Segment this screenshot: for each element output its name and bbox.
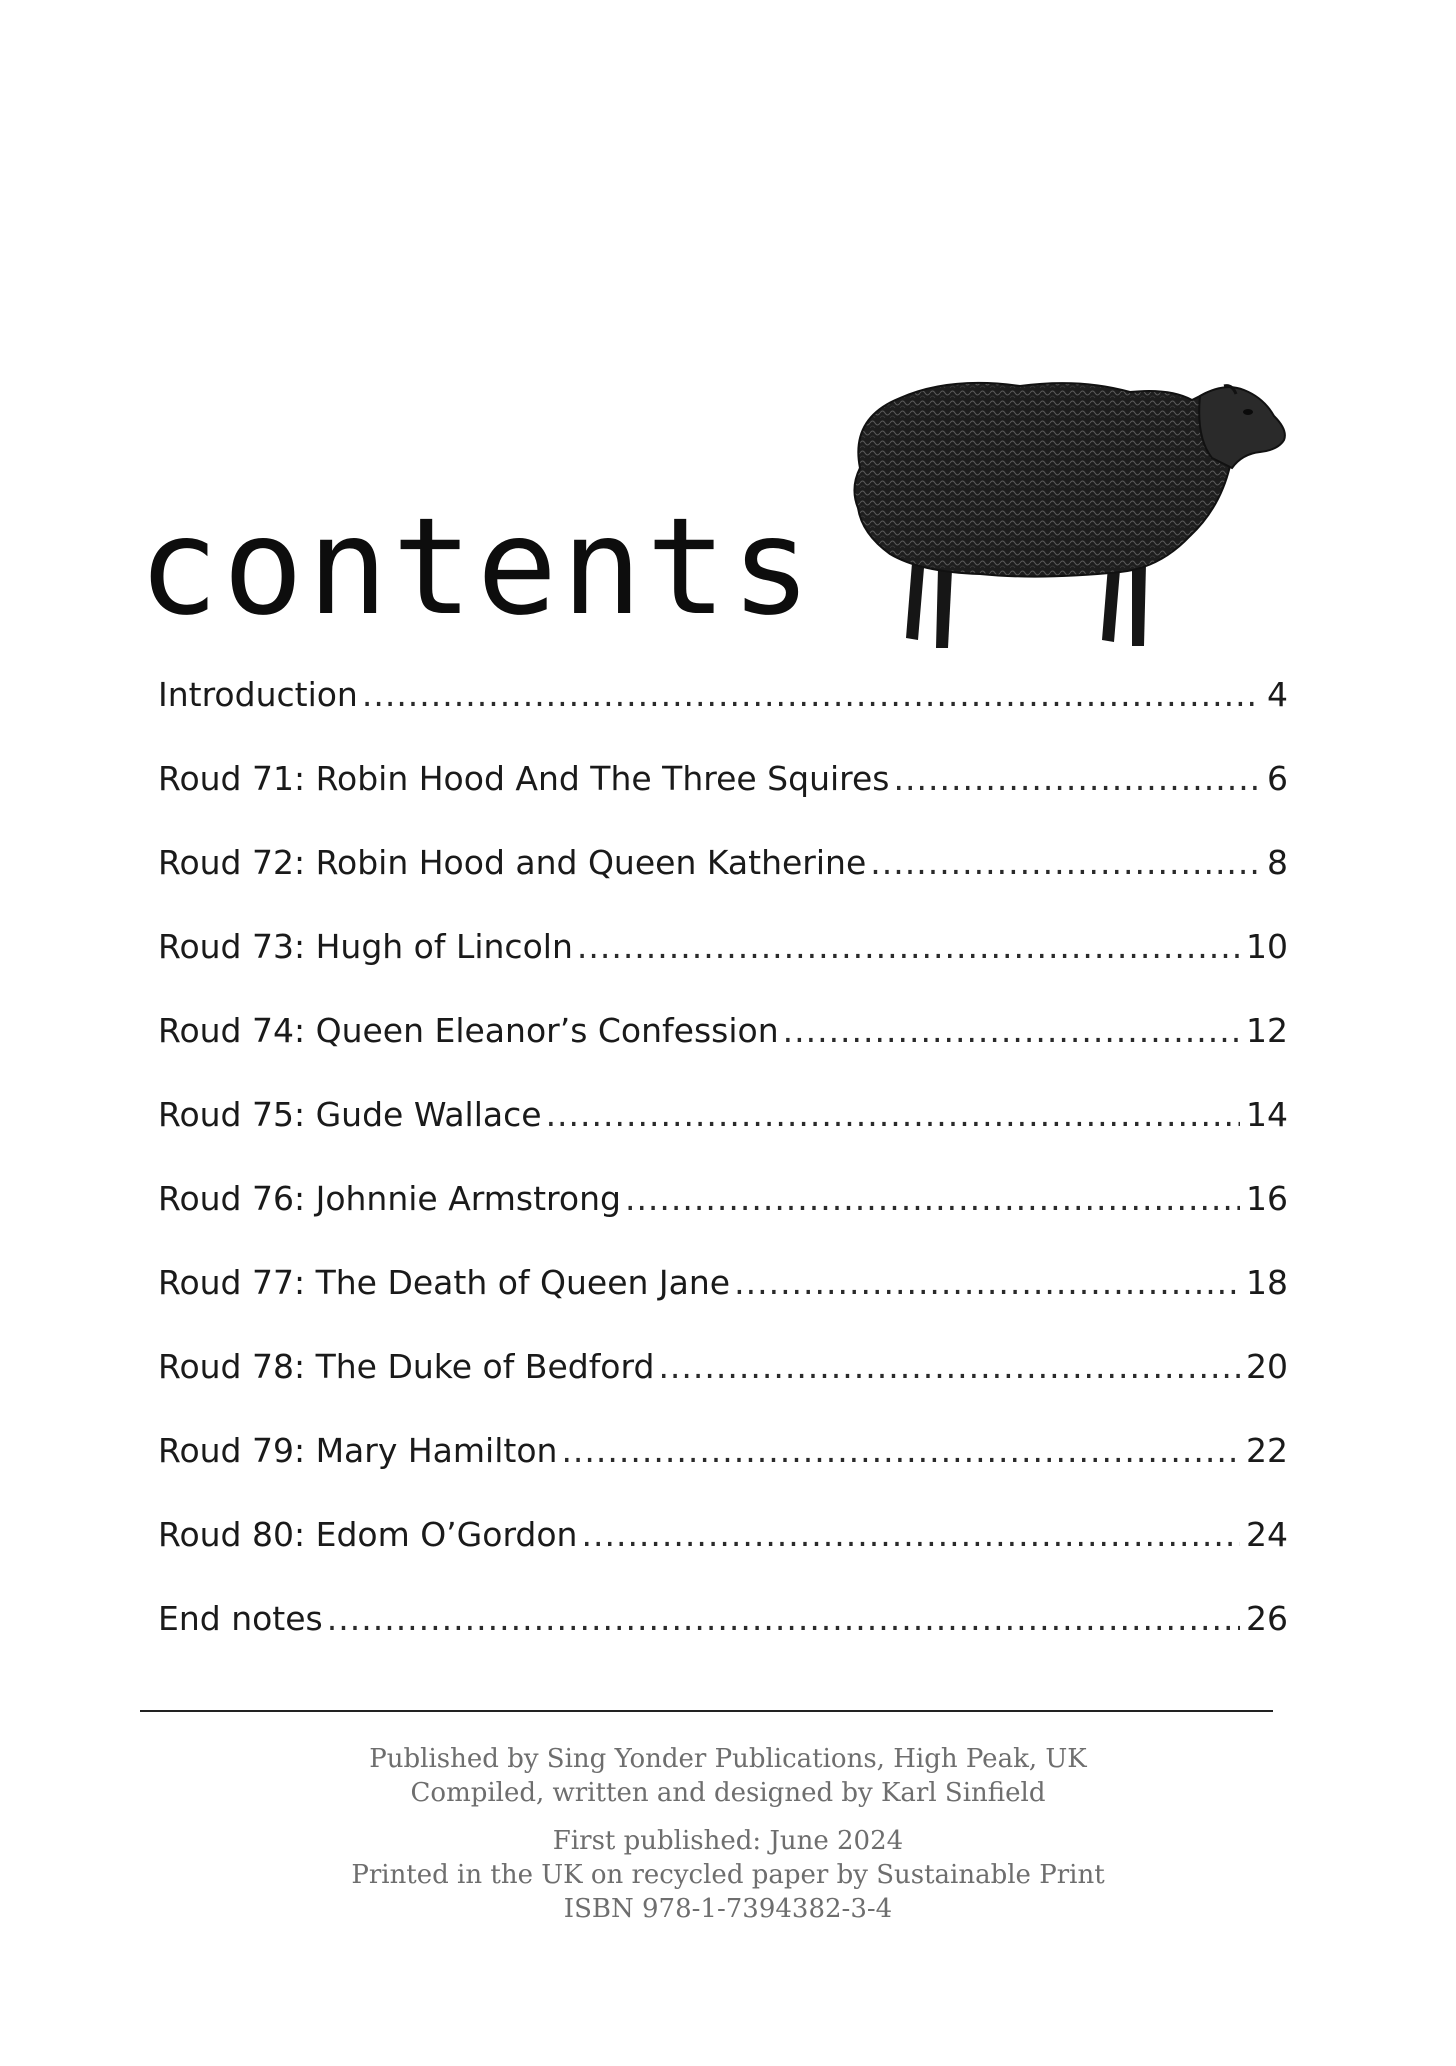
divider: [140, 1710, 1273, 1712]
dot-leader: [783, 1011, 1240, 1050]
toc-entry-page: 24: [1246, 1515, 1288, 1554]
toc-entry-page: 22: [1246, 1431, 1288, 1470]
toc-entry-title: Roud 74: Queen Eleanor’s Confession: [158, 1011, 779, 1050]
page-title: contents: [138, 489, 816, 645]
toc-entry-title: Roud 77: The Death of Queen Jane: [158, 1263, 731, 1302]
publication-info: [0, 1824, 1456, 1926]
toc-entry-page: 12: [1246, 1011, 1288, 1050]
dot-leader: [546, 1095, 1240, 1134]
toc-entry[interactable]: [158, 1095, 1288, 1179]
toc-entry-title: Roud 80: Edom O’Gordon: [158, 1515, 578, 1554]
dot-leader: [561, 1431, 1240, 1470]
toc-entry-title: End notes: [158, 1599, 323, 1638]
toc-entry-page: 6: [1267, 759, 1288, 798]
toc-entry-title: Roud 76: Johnnie Armstrong: [158, 1179, 621, 1218]
dot-leader: [734, 1263, 1240, 1302]
toc-entry-page: 14: [1246, 1095, 1288, 1134]
toc-entry[interactable]: [158, 1431, 1288, 1515]
dot-leader: [577, 927, 1240, 966]
toc-entry[interactable]: [158, 927, 1288, 1011]
toc-entry-title: Roud 72: Robin Hood and Queen Katherine: [158, 843, 867, 882]
publisher-info: [0, 1742, 1456, 1810]
toc-entry-page: 4: [1267, 675, 1288, 714]
dot-leader: [658, 1347, 1240, 1386]
credits-line: Compiled, written and designed by Karl Sinfield: [410, 1778, 1046, 1808]
table-of-contents: [158, 675, 1288, 1683]
dot-leader: [327, 1599, 1240, 1638]
toc-entry[interactable]: [158, 1347, 1288, 1431]
toc-entry-title: Introduction: [158, 675, 358, 714]
dot-leader: [894, 759, 1262, 798]
toc-entry-title: Roud 71: Robin Hood And The Three Squires: [158, 759, 890, 798]
toc-entry[interactable]: [158, 843, 1288, 927]
dot-leader: [625, 1179, 1240, 1218]
toc-entry[interactable]: [158, 675, 1288, 759]
toc-entry-page: 20: [1246, 1347, 1288, 1386]
toc-entry-title: Roud 73: Hugh of Lincoln: [158, 927, 573, 966]
toc-entry[interactable]: [158, 1179, 1288, 1263]
toc-entry-title: Roud 79: Mary Hamilton: [158, 1431, 558, 1470]
toc-entry-title: Roud 78: The Duke of Bedford: [158, 1347, 655, 1386]
dot-leader: [362, 675, 1261, 714]
first-published-line: First published: June 2024: [552, 1826, 904, 1856]
isbn-line: ISBN 978-1-7394382-3-4: [563, 1894, 893, 1924]
toc-entry-page: 18: [1246, 1263, 1288, 1302]
toc-entry-page: 8: [1267, 843, 1288, 882]
toc-entry-page: 26: [1246, 1599, 1288, 1638]
sheep-illustration: [840, 358, 1300, 658]
toc-entry[interactable]: [158, 1599, 1288, 1683]
toc-entry[interactable]: [158, 759, 1288, 843]
dot-leader: [581, 1515, 1240, 1554]
publisher-line: Published by Sing Yonder Publications, High Peak, UK: [369, 1744, 1087, 1774]
dot-leader: [870, 843, 1261, 882]
toc-entry[interactable]: [158, 1011, 1288, 1095]
toc-entry-page: 10: [1246, 927, 1288, 966]
printed-line: Printed in the UK on recycled paper by Sustainable Print: [351, 1860, 1105, 1890]
toc-entry[interactable]: [158, 1263, 1288, 1347]
toc-entry-page: 16: [1246, 1179, 1288, 1218]
toc-entry-title: Roud 75: Gude Wallace: [158, 1095, 542, 1134]
toc-entry[interactable]: [158, 1515, 1288, 1599]
